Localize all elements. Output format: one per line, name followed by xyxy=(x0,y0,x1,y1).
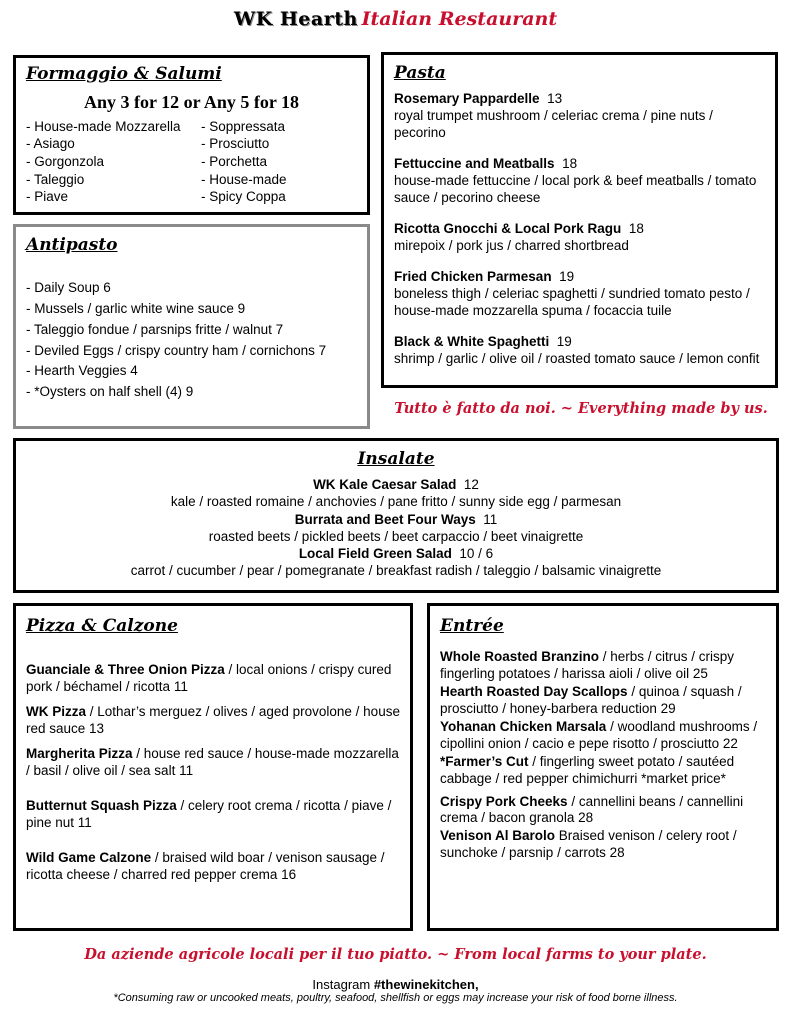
menu-item xyxy=(26,476,766,493)
dish-price: 12 xyxy=(463,477,479,493)
dish-name: Margherita Pizza xyxy=(26,746,133,762)
menu-item xyxy=(26,745,400,779)
dish-name: Fried Chicken Parmesan xyxy=(394,269,552,285)
list-item: - Porchetta xyxy=(201,153,268,169)
menu-item xyxy=(26,545,766,562)
insalate-section xyxy=(13,438,779,593)
dish-price: 13 xyxy=(547,91,563,107)
menu-item xyxy=(394,333,765,367)
salumi-column xyxy=(201,118,287,206)
dish-description: Braised venison / celery root / sunchoke / parsnip / carrots 28 xyxy=(440,828,737,861)
dish-description: / house red sauce / house-made mozzarella / basil / olive oil / sea salt 11 xyxy=(26,746,399,779)
list-item: - Prosciutto xyxy=(201,136,270,152)
dish-description: shrimp / garlic / olive oil / roasted tomato sauce / lemon confit xyxy=(394,351,760,367)
dish-name: Wild Game Calzone xyxy=(26,850,152,866)
pizza-section xyxy=(13,603,413,931)
dish-description: house-made fettuccine / local pork & beef meatballs / tomato sauce / pecorino cheese xyxy=(394,173,757,206)
dish-description: roasted beets / pickled beets / beet carpaccio / beet vinaigrette xyxy=(208,528,584,544)
list-item: - Taleggio fondue / parsnips fritte / walnut 7 xyxy=(26,321,284,337)
entree-title: Entrée xyxy=(440,616,504,636)
list-item: - Hearth Veggies 4 xyxy=(26,363,138,379)
menu-item xyxy=(26,661,400,695)
dish-description: / woodland mushrooms / cipollini onion / cacio e pepe risotto / prosciutto 22 xyxy=(440,718,758,751)
menu-item xyxy=(440,794,766,828)
dish-price: 19 xyxy=(559,269,575,285)
antipasto-title: Antipasto xyxy=(26,235,118,255)
dish-name: Black & White Spaghetti xyxy=(394,334,550,350)
menu-item xyxy=(394,268,765,319)
menu-item xyxy=(394,155,765,206)
formaggio-tagline: Any 3 for 12 or Any 5 for 18 xyxy=(83,92,299,113)
dish-name: Yohanan Chicken Marsala xyxy=(440,718,607,734)
restaurant-name: WK Hearth xyxy=(233,8,358,30)
list-item: - Asiago xyxy=(26,136,75,152)
dish-description: royal trumpet mushroom / celeriac crema / pine nuts / pecorino xyxy=(394,108,713,141)
list-item: - Mussels / garlic white wine sauce 9 xyxy=(26,301,246,317)
menu-item xyxy=(440,649,766,683)
instagram-line xyxy=(0,977,791,993)
dish-description: carrot / cucumber / pear / pomegranate / breakfast radish / taleggio / balsamic vinaigrette xyxy=(130,563,662,579)
restaurant-header xyxy=(0,8,791,32)
dish-description: mirepoix / pork jus / charred shortbread xyxy=(394,238,629,254)
insalate-title: Insalate xyxy=(357,449,435,469)
formaggio-section xyxy=(13,55,370,215)
menu-item xyxy=(26,703,400,737)
dish-price: 19 xyxy=(556,334,572,350)
instagram-hashtag: #thewinekitchen, xyxy=(373,977,479,992)
list-item: - House-made xyxy=(201,171,287,187)
dish-description: / Lothar’s merguez / olives / aged provolone / house red sauce 13 xyxy=(26,704,400,737)
menu-item xyxy=(440,719,766,753)
tutto-tagline: Tutto è fatto da noi. ~ Everything made by us. xyxy=(394,400,768,417)
list-item: - Taleggio xyxy=(26,171,85,187)
list-item: - Spicy Coppa xyxy=(201,189,286,205)
menu-item xyxy=(440,754,766,788)
dish-price: 18 xyxy=(628,221,644,237)
dish-name: Local Field Green Salad xyxy=(298,546,452,562)
local-farms-tagline: Da aziende agricole locali per il tuo piatto. ~ From local farms to your plate. xyxy=(84,946,707,963)
pasta-title: Pasta xyxy=(394,63,446,83)
formaggio-columns xyxy=(26,118,357,206)
list-item: - Daily Soup 6 xyxy=(26,280,111,296)
dish-name: Ricotta Gnocchi & Local Pork Ragu xyxy=(394,221,622,237)
dish-name: Crispy Pork Cheeks xyxy=(440,793,568,809)
menu-item xyxy=(394,90,765,141)
menu-item xyxy=(26,797,400,831)
formaggio-title: Formaggio & Salumi xyxy=(26,64,222,84)
dish-description: boneless thigh / celeriac spaghetti / sundried tomato pesto / house-made mozzarella spuma / focaccia tuile xyxy=(394,286,750,319)
list-item: - Gorgonzola xyxy=(26,153,105,169)
dish-price: 10 / 6 xyxy=(459,546,494,562)
dish-name: Burrata and Beet Four Ways xyxy=(294,511,476,527)
list-item: - Soppressata xyxy=(201,118,286,134)
dish-name: WK Pizza xyxy=(26,704,87,720)
antipasto-section xyxy=(13,224,370,429)
menu-item xyxy=(26,849,400,883)
dish-description: / cannellini beans / cannellini crema / bacon granola 28 xyxy=(440,793,744,826)
dish-description: kale / roasted romaine / anchovies / pane fritto / sunny side egg / parmesan xyxy=(170,494,622,510)
dish-description: / local onions / crispy cured pork / béchamel / ricotta 11 xyxy=(26,662,392,695)
instagram-label: Instagram xyxy=(312,977,374,992)
dish-name: WK Kale Caesar Salad xyxy=(313,477,457,493)
menu-item xyxy=(394,220,765,254)
dish-name: Butternut Squash Pizza xyxy=(26,798,177,814)
dish-name: Fettuccine and Meatballs xyxy=(394,156,555,172)
menu-item xyxy=(26,511,766,528)
menu-item xyxy=(440,828,766,862)
dish-name: Guanciale & Three Onion Pizza xyxy=(26,662,225,678)
list-item: - Deviled Eggs / crispy country ham / cornichons 7 xyxy=(26,342,327,358)
dish-description: / quinoa / squash / prosciutto / honey-barbera reduction 29 xyxy=(440,684,742,716)
dish-description: / fingerling sweet potato / sautéed cabbage / red pepper chimichurri *market price* xyxy=(440,753,735,786)
cheese-column xyxy=(26,118,201,206)
dish-description: / herbs / citrus / crispy fingerling potatoes / harissa aioli / olive oil 25 xyxy=(440,649,735,682)
list-item: - House-made Mozzarella xyxy=(26,118,181,134)
menu-item xyxy=(440,684,766,718)
restaurant-subtitle: Italian Restaurant xyxy=(361,8,558,30)
entree-section xyxy=(427,603,779,931)
list-item: - Piave xyxy=(26,189,69,205)
dish-name: Whole Roasted Branzino xyxy=(440,649,600,665)
dish-name: Rosemary Pappardelle xyxy=(394,91,540,107)
dish-price: 11 xyxy=(483,511,498,527)
list-item: - *Oysters on half shell (4) 9 xyxy=(26,384,194,400)
dish-description: / celery root crema / ricotta / piave / pine nut 11 xyxy=(26,798,392,831)
dish-name: *Farmer’s Cut xyxy=(440,753,529,769)
pizza-title: Pizza & Calzone xyxy=(26,616,178,636)
pasta-section xyxy=(381,52,778,388)
dish-name: Venison Al Barolo xyxy=(440,828,556,844)
dish-name: Hearth Roasted Day Scallops xyxy=(440,684,628,700)
food-safety-warning: *Consuming raw or uncooked meats, poultry, seafood, shellfish or eggs may increase your risk of food borne illness. xyxy=(113,992,678,1004)
dish-price: 18 xyxy=(562,156,578,172)
dish-description: / braised wild boar / venison sausage / ricotta cheese / charred red pepper crema 16 xyxy=(26,850,385,883)
